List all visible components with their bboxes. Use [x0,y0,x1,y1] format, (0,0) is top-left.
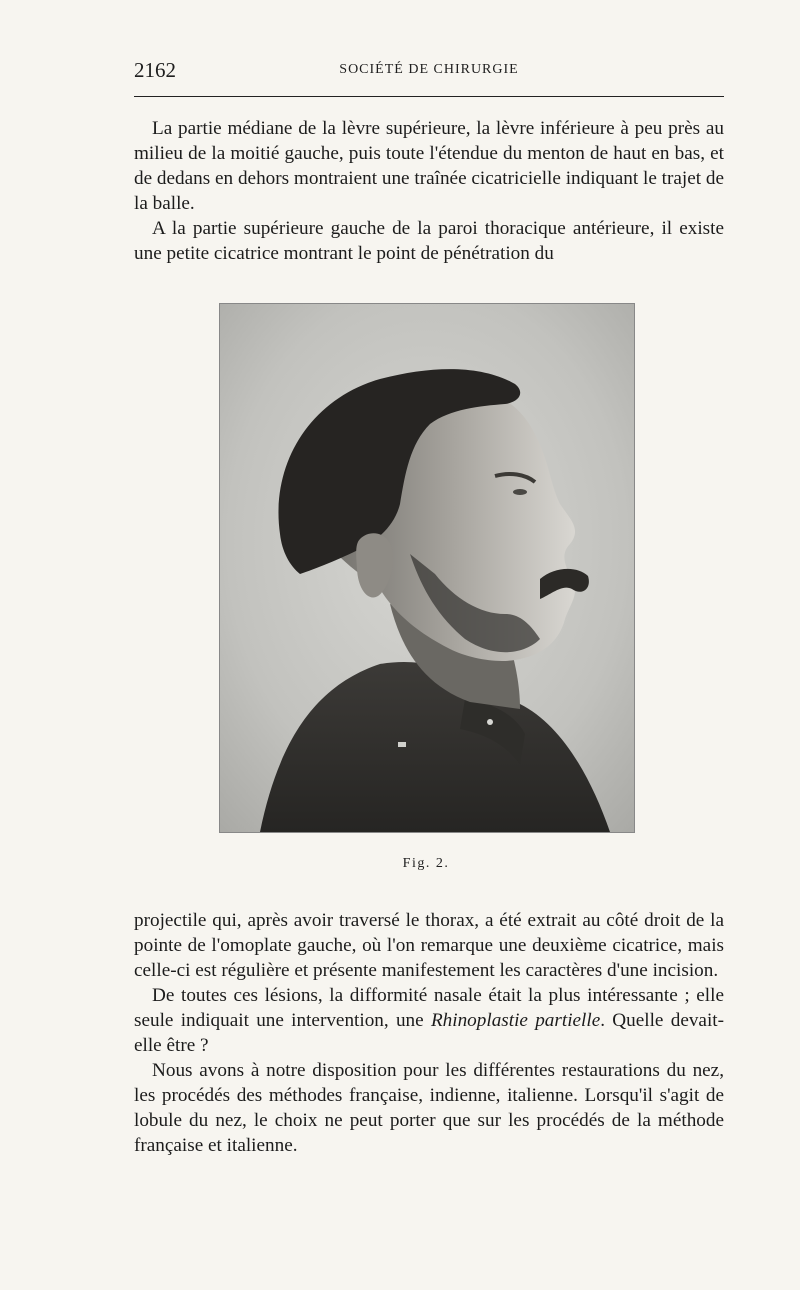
text-block-bottom [134,908,724,1158]
page-header [134,58,724,86]
paragraph: A la partie supérieure gauche de la paroi thoracique antérieure, il existe une petite cicatrice montrant le point de pénétration du [134,218,724,264]
page-number: 2162 [134,58,176,82]
patient-profile-photo [219,303,635,833]
paragraph [134,983,724,1058]
paragraph: La partie médiane de la lèvre supérieure, la lèvre inférieure à peu près au milieu de la moitié gauche, puis toute l'étendue du menton de haut en bas, et de dedans en dehors montraient une traînée cicatricielle indiquant le trajet de la balle. [134,118,724,214]
paragraph-text: De toutes ces lésions, la difformité nasale était la plus intéressante ; elle seule indiquait une intervention, une [134,985,724,1031]
photo-image [220,304,634,832]
figure-caption: Fig. 2. [402,856,450,871]
paragraph: Nous avons à notre disposition pour les différentes restaurations du nez, les procédés des méthodes française, indienne, italienne. Lorsqu'il s'agit de lobule du nez, le choix ne peut porter que sur les procédés de la méthode française et italienne. [134,1060,724,1156]
paragraph-text: . Quelle devait-elle être ? [134,1010,724,1056]
paragraph: projectile qui, après avoir traversé le thorax, a été extrait au côté droit de la pointe de l'omoplate gauche, où l'on remarque une deuxième cicatrice, mais celle-ci est régulière et présente manifestement les caractères d'une incision. [134,910,724,981]
italic-term: Rhinoplastie partielle [430,1010,601,1031]
header-rule [134,96,724,97]
running-title: SOCIÉTÉ DE CHIRURGIE [339,62,519,77]
text-block-top [134,116,724,266]
